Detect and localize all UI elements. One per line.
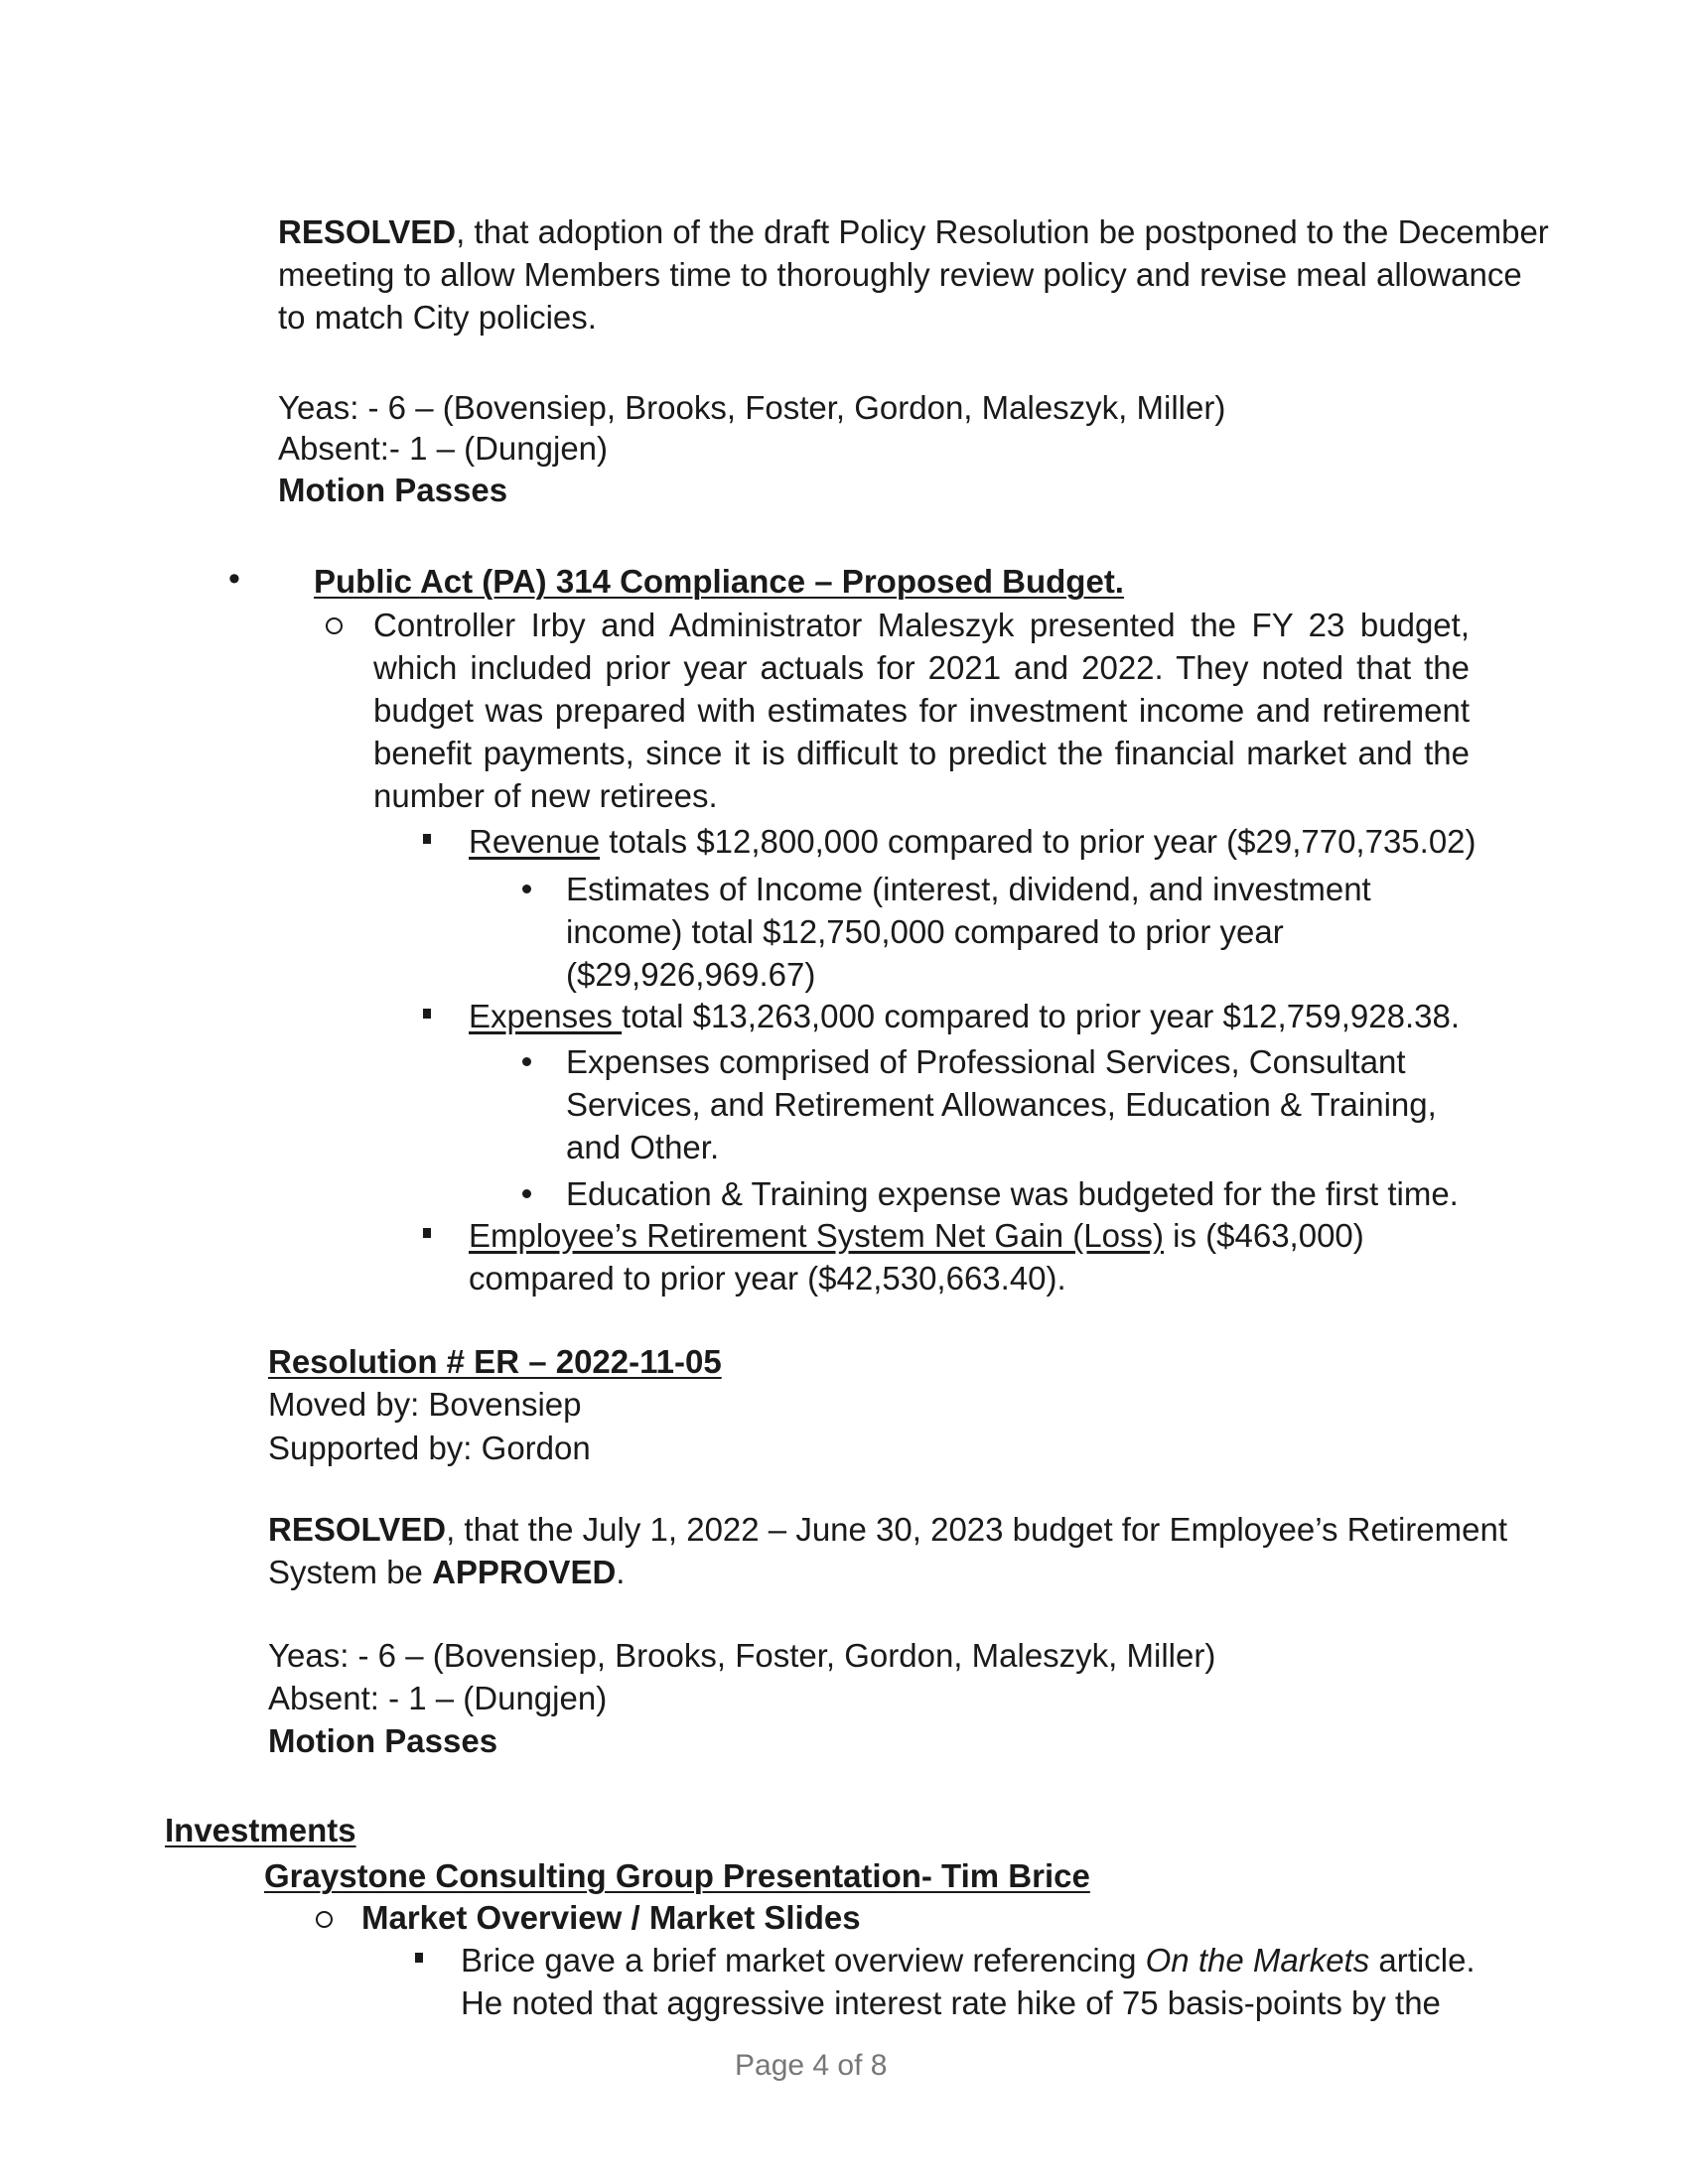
resolution-2-moved-by: Moved by: Bovensiep	[268, 1386, 582, 1423]
resolution-2-motion: Motion Passes	[268, 1722, 498, 1759]
resolution-1-resolved	[278, 210, 1549, 339]
note-italic: On the Markets	[1145, 1942, 1370, 1979]
ers-text: is ($463,000) compared to prior year ($42,530,663.40).	[469, 1217, 1364, 1297]
expenses-label: Expenses	[469, 998, 623, 1034]
resolved-keyword: RESOLVED	[268, 1511, 447, 1548]
ers-label: Employee’s Retirement System Net Gain (Loss)	[469, 1217, 1164, 1254]
resolution-2-title: Resolution # ER – 2022-11-05	[268, 1343, 722, 1380]
revenue-text: totals $12,800,000 compared to prior year ($29,770,735.02)	[600, 823, 1477, 860]
pa314-intro: Controller Irby and Administrator Maleszyk presented the FY 23 budget, which included prior year actuals for 2021 and 2022. They noted that the budget was prepared with estimates for investment income and retirement benefit payments, since it is difficult to predict the financial market and the number of new retirees.	[373, 607, 1470, 814]
page-number: Page 4 of 8	[735, 2049, 888, 2082]
investments-subheading: Graystone Consulting Group Presentation- Tim Brice	[264, 1857, 1090, 1894]
resolution-1-yeas: Yeas: - 6 – (Bovensiep, Brooks, Foster, Gordon, Maleszyk, Miller)	[278, 389, 1226, 426]
small-bullet-icon	[522, 885, 531, 893]
expenses-sub-1: Expenses comprised of Professional Services, Consultant Services, and Retirement Allowances, Education & Training, and Other.	[566, 1043, 1437, 1165]
bullet-dot: •	[228, 560, 240, 598]
circle-bullet-icon	[316, 1911, 333, 1928]
circle-bullet-icon	[326, 617, 343, 634]
resolved-text: , that adoption of the draft Policy Resolution be postponed to the December meeting to allow Members time to thoroughly review policy and revise meal allowance to match City policies.	[278, 213, 1549, 336]
expenses-sub-2: Education & Training expense was budgeted for the first time.	[566, 1175, 1459, 1212]
revenue-label: Revenue	[469, 823, 601, 860]
resolution-1-motion: Motion Passes	[278, 472, 508, 508]
resolution-2-absent: Absent: - 1 – (Dungjen)	[268, 1680, 608, 1716]
resolved-period: .	[616, 1554, 626, 1590]
resolution-2-supported-by: Supported by: Gordon	[268, 1430, 591, 1466]
resolution-2-resolved	[268, 1508, 1539, 1593]
approved-keyword: APPROVED	[432, 1554, 617, 1590]
expenses-item	[469, 995, 1491, 1037]
note-text-pre: Brice gave a brief market overview referencing	[461, 1942, 1146, 1979]
resolved-keyword: RESOLVED	[278, 213, 457, 250]
revenue-item	[469, 820, 1481, 863]
investments-item: Market Overview / Market Slides	[361, 1899, 861, 1936]
investments-heading: Investments	[165, 1812, 356, 1848]
square-bullet-icon	[423, 834, 431, 844]
square-bullet-icon	[415, 1953, 423, 1963]
small-bullet-icon	[522, 1057, 531, 1066]
expenses-text: total $13,263,000 compared to prior year $12,759,928.38.	[622, 998, 1461, 1034]
small-bullet-icon	[522, 1189, 531, 1198]
ers-item	[469, 1214, 1382, 1299]
note-text-post: article. He noted that aggressive interest rate hike of 75 basis-points by the	[461, 1942, 1476, 2021]
resolution-1-absent: Absent:- 1 – (Dungjen)	[278, 430, 609, 467]
square-bullet-icon	[423, 1009, 431, 1019]
resolution-2-yeas: Yeas: - 6 – (Bovensiep, Brooks, Foster, Gordon, Maleszyk, Miller)	[268, 1637, 1216, 1674]
resolved-text: , that the July 1, 2022 – June 30, 2023 budget for Employee’s Retirement System be	[268, 1511, 1508, 1590]
investments-note	[461, 1939, 1483, 2024]
revenue-sub: Estimates of Income (interest, dividend, and investment income) total $12,750,000 compared to prior year ($29,926,969.67)	[566, 871, 1371, 993]
pa314-heading: Public Act (PA) 314 Compliance – Proposed Budget.	[314, 563, 1124, 600]
square-bullet-icon	[423, 1228, 431, 1238]
